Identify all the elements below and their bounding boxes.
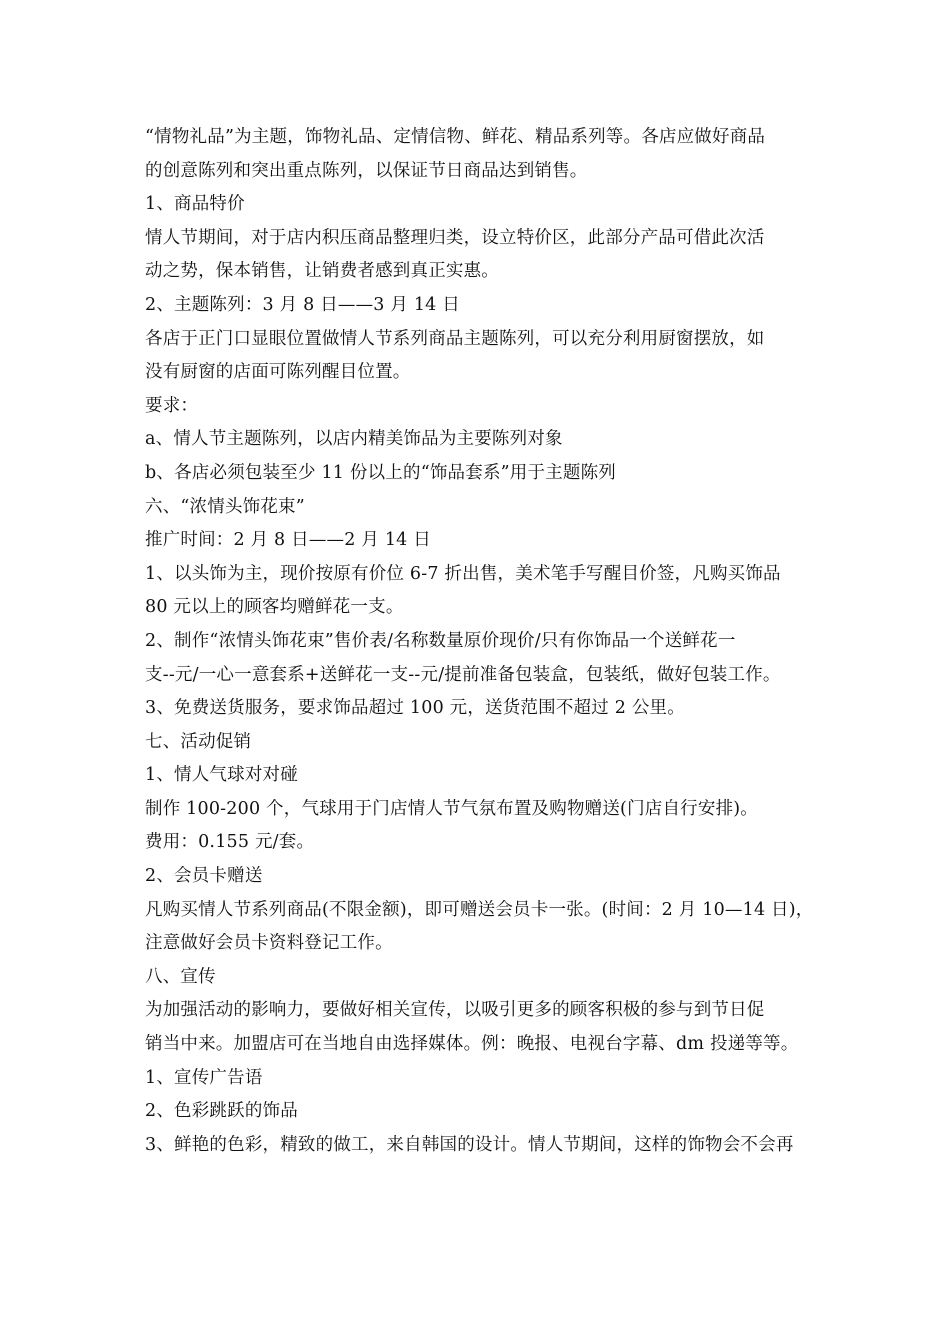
list-item: 2、色彩跳跃的饰品: [145, 1101, 298, 1122]
section-heading: 1、商品特价: [145, 194, 245, 215]
paragraph-line: 要求：: [145, 395, 199, 416]
paragraph-line: 销当中来。加盟店可在当地自由选择媒体。例：晚报、电视台字幕、dm 投递等等。: [145, 1034, 799, 1055]
document-body: [145, 121, 815, 1162]
list-item: b、各店必须包装至少 11 份以上的“饰品套系”用于主题陈列: [145, 462, 616, 483]
section-heading: 八、宣传: [145, 966, 216, 987]
paragraph-line: 各店于正门口显眼位置做情人节系列商品主题陈列，可以充分利用厨窗摆放，如: [145, 328, 765, 349]
paragraph-line: 费用：0.155 元/套。: [145, 832, 315, 853]
paragraph-line: 制作 100-200 个，气球用于门店情人节气氛布置及购物赠送(门店自行安排)。: [145, 798, 758, 819]
section-heading: 2、会员卡赠送: [145, 866, 263, 887]
list-item: a、情人节主题陈列，以店内精美饰品为主要陈列对象: [145, 429, 563, 450]
section-heading: 1、情人气球对对碰: [145, 765, 298, 786]
paragraph-line: 情人节期间，对于店内积压商品整理归类，设立特价区，此部分产品可借此次活: [145, 227, 765, 248]
paragraph-line: 凡购买情人节系列商品(不限金额)，即可赠送会员卡一张。(时间：2 月 10—14 日)，: [145, 899, 814, 920]
paragraph-line: “情物礼品”为主题，饰物礼品、定情信物、鲜花、精品系列等。各店应做好商品: [145, 127, 766, 147]
list-item: 3、免费送货服务，要求饰品超过 100 元，送货范围不超过 2 公里。: [145, 698, 685, 719]
paragraph-line: 推广时间：2 月 8 日——2 月 14 日: [145, 530, 431, 551]
paragraph-line: 80 元以上的顾客均赠鲜花一支。: [145, 597, 404, 618]
paragraph-line: 为加强活动的影响力，要做好相关宣传，以吸引更多的顾客积极的参与到节日促: [145, 1000, 765, 1021]
paragraph-line: 注意做好会员卡资料登记工作。: [145, 933, 393, 954]
section-heading: 六、“浓情头饰花束”: [145, 496, 305, 517]
section-heading: 七、活动促销: [145, 731, 252, 752]
list-item: 3、鲜艳的色彩，精致的做工，来自韩国的设计。情人节期间，这样的饰物会不会再: [145, 1134, 794, 1155]
section-heading: 2、主题陈列：3 月 8 日——3 月 14 日: [145, 294, 460, 315]
paragraph-line: 动之势，保本销售，让销费者感到真正实惠。: [145, 261, 499, 282]
paragraph-line: 没有厨窗的店面可陈列醒目位置。: [145, 362, 411, 383]
list-item: 2、制作“浓情头饰花束”售价表/名称数量原价现价/只有你饰品一个送鲜花一: [145, 630, 736, 651]
list-item: 1、宣传广告语: [145, 1067, 263, 1088]
paragraph-line: 的创意陈列和突出重点陈列，以保证节日商品达到销售。: [145, 160, 588, 181]
list-item: 1、以头饰为主，现价按原有价位 6-7 折出售，美术笔手写醒目价签，凡购买饰品: [145, 563, 781, 584]
paragraph-line: 支--元/一心一意套系+送鲜花一支--元/提前准备包装盒，包装纸，做好包装工作。: [145, 664, 781, 685]
